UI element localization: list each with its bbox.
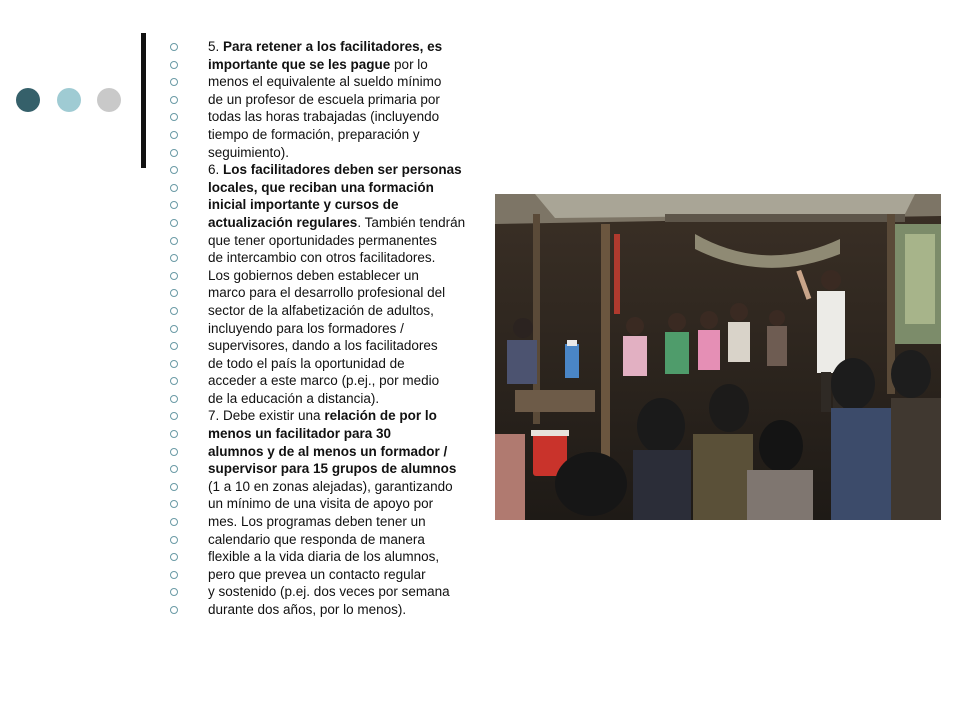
bullet-text: durante dos años, por lo menos). [208, 602, 407, 617]
bullet-circle-icon [170, 377, 178, 385]
bullet-circle-icon [170, 307, 178, 315]
decorative-dot-dark [16, 88, 40, 112]
bullet-line [170, 232, 500, 250]
bullet-text: supervisores, dando a los facilitadores [208, 338, 438, 354]
bullet-line [170, 583, 500, 601]
bullet-text: . También tendrán [357, 214, 466, 230]
bullet-line [170, 566, 500, 584]
bullet-line [170, 407, 500, 425]
bullet-circle-icon [170, 166, 178, 174]
bullet-circle-icon [170, 588, 178, 596]
bullet-line [170, 337, 500, 355]
bullet-circle-icon [170, 113, 178, 121]
decorative-vertical-bar [141, 33, 146, 168]
bullet-text-bold: Los facilitadores deben ser personas [223, 162, 462, 178]
bullet-line [170, 320, 500, 338]
bullet-line [170, 91, 500, 109]
bullet-text: acceder a este marco (p.ej., por medio [208, 373, 440, 389]
bullet-line [170, 355, 500, 373]
bullet-circle-icon [170, 289, 178, 297]
bullet-line [170, 372, 500, 390]
bullet-circle-icon [170, 342, 178, 350]
bullet-circle-icon [170, 254, 178, 262]
bullet-text-bold: menos un facilitador para 30 [208, 426, 392, 442]
bullet-text-bold: alumnos y de al menos un formador / [208, 443, 448, 459]
bullet-circle-icon [170, 448, 178, 456]
bullet-line [170, 144, 500, 162]
bullet-circle-icon [170, 395, 178, 403]
bullet-circle-icon [170, 465, 178, 473]
bullet-circle-icon [170, 430, 178, 438]
bullet-circle-icon [170, 96, 178, 104]
bullet-circle-icon [170, 500, 178, 508]
bullet-circle-icon [170, 606, 178, 614]
bullet-line [170, 56, 500, 74]
bullet-text: 7. Debe existir una [208, 408, 325, 424]
bullet-circle-icon [170, 78, 178, 86]
bullet-line [170, 460, 500, 478]
bullet-text: un mínimo de una visita de apoyo por [208, 496, 434, 512]
bullet-text: por lo [390, 56, 428, 72]
bullet-text-bold: relación de por lo [324, 408, 437, 424]
bullet-text: 5. [208, 39, 224, 54]
bullet-line [170, 531, 500, 549]
bullet-circle-icon [170, 131, 178, 139]
bullet-text-bold: actualización regulares [208, 214, 358, 230]
bullet-text: que tener oportunidades permanentes [208, 232, 437, 248]
bullet-line [170, 425, 500, 443]
bullet-line [170, 108, 500, 126]
bullet-circle-icon [170, 237, 178, 245]
bullet-line [170, 179, 500, 197]
bullet-text: y sostenido (p.ej. dos veces por semana [208, 584, 450, 600]
bullet-text: (1 a 10 en zonas alejadas), garantizando [208, 478, 453, 494]
bullet-circle-icon [170, 571, 178, 579]
bullet-line [170, 38, 500, 56]
bullet-text: menos el equivalente al sueldo mínimo [208, 74, 442, 90]
decorative-dot-gray [97, 88, 121, 112]
bullet-line [170, 196, 500, 214]
bullet-text: flexible a la vida diaria de los alumnos, [208, 549, 440, 565]
bullet-circle-icon [170, 412, 178, 420]
decorative-dot-light-blue [57, 88, 81, 112]
bullet-line [170, 513, 500, 531]
bullet-circle-icon [170, 536, 178, 544]
bullet-line [170, 267, 500, 285]
bullet-circle-icon [170, 43, 178, 51]
bullet-text: todas las horas trabajadas (incluyendo [208, 109, 440, 125]
bullet-line [170, 478, 500, 496]
bullet-line [170, 390, 500, 408]
bullet-text: marco para el desarrollo profesional del [208, 285, 446, 301]
bullet-line [170, 443, 500, 461]
bullet-circle-icon [170, 272, 178, 280]
bullet-text: 6. [208, 162, 224, 178]
bullet-circle-icon [170, 518, 178, 526]
bullet-line [170, 161, 500, 179]
bullet-text: sector de la alfabetización de adultos, [208, 302, 434, 318]
bullet-line [170, 126, 500, 144]
bullet-text: incluyendo para los formadores / [208, 320, 404, 336]
bullet-text: pero que prevea un contacto regular [208, 566, 426, 582]
bullet-circle-icon [170, 219, 178, 227]
bullet-text-list [170, 38, 500, 619]
bullet-text-bold: importante que se les pague [208, 56, 391, 72]
bullet-line [170, 73, 500, 91]
bullet-circle-icon [170, 61, 178, 69]
bullet-text: Los gobiernos deben establecer un [208, 267, 419, 283]
bullet-circle-icon [170, 360, 178, 368]
bullet-text: tiempo de formación, preparación y [208, 126, 420, 142]
bullet-line [170, 249, 500, 267]
bullet-line [170, 284, 500, 302]
bullet-line [170, 601, 500, 619]
classroom-photo [495, 194, 941, 520]
bullet-text: calendario que responda de manera [208, 531, 425, 547]
bullet-line [170, 495, 500, 513]
bullet-circle-icon [170, 201, 178, 209]
bullet-circle-icon [170, 483, 178, 491]
bullet-line [170, 302, 500, 320]
bullet-circle-icon [170, 553, 178, 561]
bullet-text: de todo el país la oportunidad de [208, 355, 405, 371]
bullet-circle-icon [170, 184, 178, 192]
bullet-text: seguimiento). [208, 144, 290, 160]
bullet-text: de un profesor de escuela primaria por [208, 91, 440, 107]
classroom-photo-illustration [495, 194, 941, 520]
bullet-line [170, 214, 500, 232]
bullet-text: mes. Los programas deben tener un [208, 514, 426, 530]
bullet-circle-icon [170, 325, 178, 333]
bullet-text-bold: supervisor para 15 grupos de alumnos [208, 461, 457, 477]
bullet-text-bold: Para retener a los facilitadores, es [223, 39, 443, 54]
bullet-text-bold: locales, que reciban una formación [208, 179, 434, 195]
bullet-text: de la educación a distancia). [208, 390, 380, 406]
bullet-text-bold: inicial importante y cursos de [208, 197, 399, 213]
bullet-text: de intercambio con otros facilitadores. [208, 250, 436, 266]
bullet-circle-icon [170, 149, 178, 157]
bullet-line [170, 548, 500, 566]
